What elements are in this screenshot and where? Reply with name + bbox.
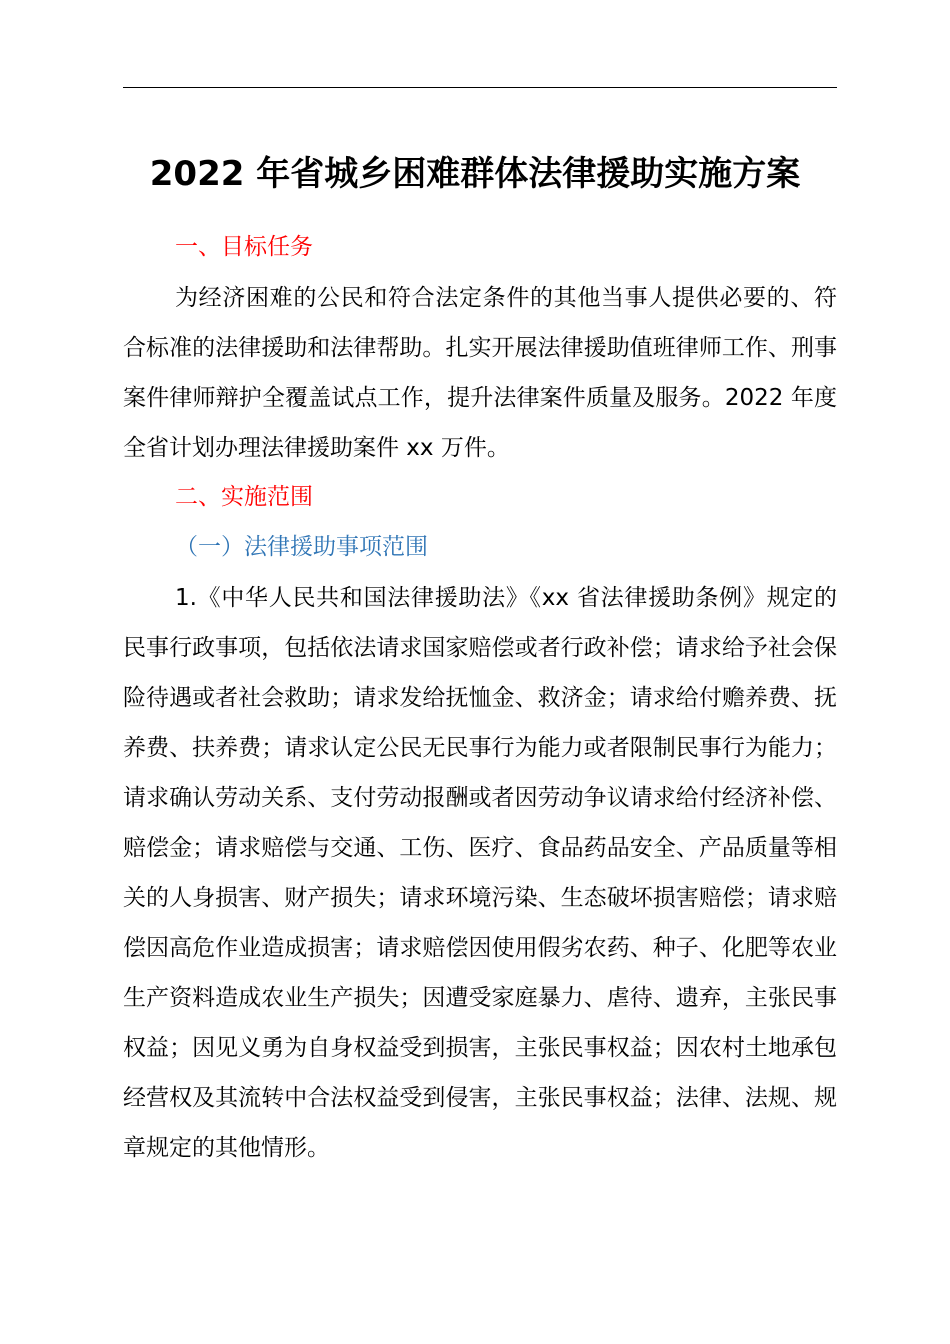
goals-paragraph: 为经济困难的公民和符合法定条件的其他当事人提供必要的、符合标准的法律援助和法律帮助。扎实开展法律援助值班律师工作、刑事案件律师辩护全覆盖试点工作，提升法律案件质量及服务。2022 年度全省计划办理法律援助案件 xx 万件。 (123, 285, 837, 461)
header-rule (123, 87, 837, 88)
section-heading-goals: 一、目标任务 (175, 234, 313, 260)
document-title: 2022 年省城乡困难群体法律援助实施方案 (149, 154, 801, 194)
subsection-heading-scope-items: （一）法律援助事项范围 (175, 534, 428, 560)
section-heading-scope: 二、实施范围 (175, 484, 313, 510)
scope-item-1-paragraph: 1.《中华人民共和国法律援助法》《xx 省法律援助条例》规定的民事行政事项，包括依法请求国家赔偿或者行政补偿；请求给予社会保险待遇或者社会救助；请求发给抚恤金、救济金；请求给付赡养费、抚养费、扶养费；请求认定公民无民事行为能力或者限制民事行为能力；请求确认劳动关系、支付劳动报酬或者因劳动争议请求给付经济补偿、赔偿金；请求赔偿与交通、工伤、医疗、食品药品安全、产品质量等相关的人身损害、财产损失；请求环境污染、生态破坏损害赔偿；请求赔偿因高危作业造成损害；请求赔偿因使用假劣农药、种子、化肥等农业生产资料造成农业生产损失；因遭受家庭暴力、虐待、遗弃，主张民事权益；因见义勇为自身权益受到损害，主张民事权益；因农村土地承包经营权及其流转中合法权益受到侵害，主张民事权益；法律、法规、规章规定的其他情形。 (123, 585, 837, 1161)
